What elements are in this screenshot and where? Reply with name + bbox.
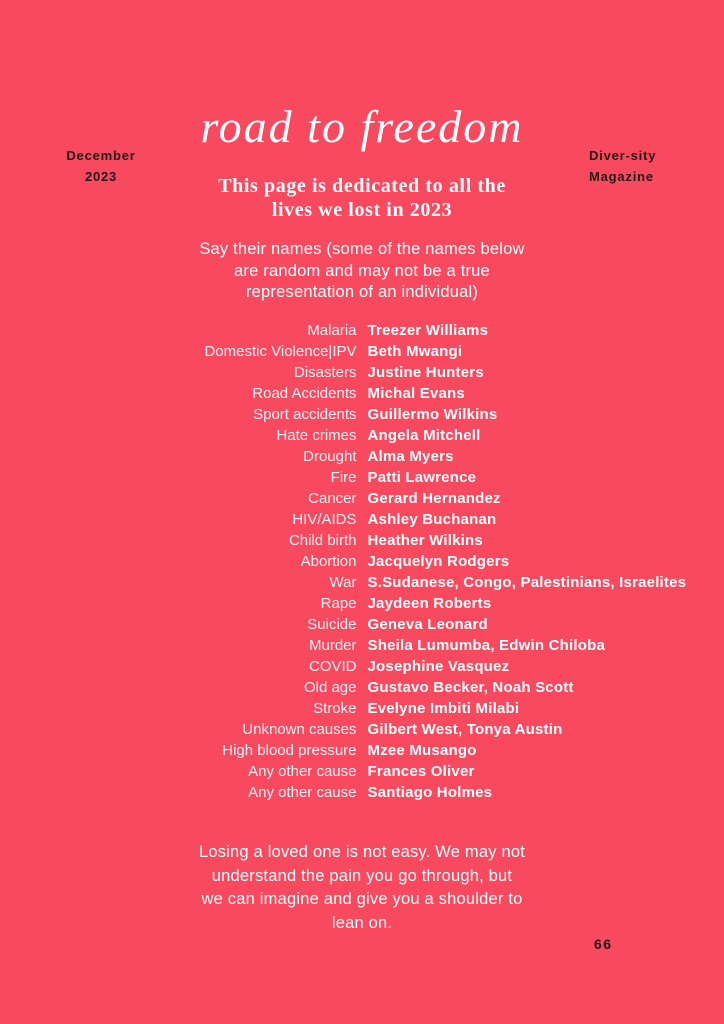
memorial-row xyxy=(0,572,724,593)
memorial-row xyxy=(0,383,724,404)
victim-names: Gerard Hernandez xyxy=(367,490,501,507)
memorial-row xyxy=(0,488,724,509)
cause-of-death-label: HIV/AIDS xyxy=(292,511,357,528)
memorial-row xyxy=(0,446,724,467)
victim-names: Guillermo Wilkins xyxy=(367,406,498,423)
closing-paragraph xyxy=(0,841,724,935)
closing-line-2: understand the pain you go through, but xyxy=(211,866,513,885)
cause-of-death-label: Disasters xyxy=(293,364,357,381)
cause-of-death-label: Murder xyxy=(308,637,357,654)
victim-names: Evelyne Imbiti Milabi xyxy=(367,700,520,717)
dedication-line-2: lives we lost in 2023 xyxy=(271,199,453,221)
magazine-name-line-2: Magazine xyxy=(589,169,654,184)
cause-of-death-label: Unknown causes xyxy=(242,721,357,738)
memorial-row xyxy=(0,740,724,761)
cause-of-death-label: Road Accidents xyxy=(252,385,357,402)
victim-names: Frances Oliver xyxy=(367,763,475,780)
victim-names: Jacquelyn Rodgers xyxy=(367,553,510,570)
issue-date-month: December xyxy=(66,148,136,163)
intro-line-3: representation of an individual) xyxy=(245,283,479,301)
memorial-row xyxy=(0,593,724,614)
victim-names: Gilbert West, Tonya Austin xyxy=(367,721,563,738)
closing-line-4: lean on. xyxy=(331,913,393,932)
cause-of-death-label: Any other cause xyxy=(248,784,357,801)
memorial-row xyxy=(0,509,724,530)
victim-names: Santiago Holmes xyxy=(367,784,493,801)
cause-of-death-label: Suicide xyxy=(307,616,357,633)
cause-of-death-label: Fire xyxy=(330,469,357,486)
victim-names: Geneva Leonard xyxy=(367,616,488,633)
cause-of-death-label: Sport accidents xyxy=(253,406,357,423)
victim-names: Patti Lawrence xyxy=(367,469,477,486)
victim-names: Ashley Buchanan xyxy=(367,511,497,528)
memorial-row xyxy=(0,320,724,341)
closing-line-3: we can imagine and give you a shoulder to xyxy=(201,890,523,908)
memorial-row xyxy=(0,614,724,635)
cause-of-death-label: Hate crimes xyxy=(276,427,357,444)
intro-paragraph xyxy=(0,239,724,304)
memorial-row xyxy=(0,425,724,446)
victim-names: Josephine Vasquez xyxy=(367,658,510,675)
memorial-row xyxy=(0,698,724,719)
memorial-row xyxy=(0,404,724,425)
closing-line-1: Losing a loved one is not easy. We may not xyxy=(198,843,526,861)
victim-names: Justine Hunters xyxy=(367,364,484,381)
cause-of-death-label: Abortion xyxy=(300,553,357,570)
memorial-row xyxy=(0,530,724,551)
cause-of-death-label: Domestic Violence|IPV xyxy=(204,343,357,360)
intro-line-1: Say their names (some of the names below xyxy=(199,240,525,258)
memorial-row xyxy=(0,467,724,488)
page-title: road to freedom xyxy=(200,101,524,152)
victim-names: S.Sudanese, Congo, Palestinians, Israelites xyxy=(367,574,687,591)
victim-names: Mzee Musango xyxy=(367,742,477,759)
memorial-row xyxy=(0,362,724,383)
victim-names: Jaydeen Roberts xyxy=(367,595,492,612)
victim-names: Michal Evans xyxy=(367,385,465,402)
intro-line-2: are random and may not be a true xyxy=(234,261,490,280)
cause-of-death-label: Old age xyxy=(303,679,357,696)
memorial-row xyxy=(0,782,724,803)
memorial-row xyxy=(0,656,724,677)
cause-of-death-label: COVID xyxy=(308,658,357,675)
victim-names: Heather Wilkins xyxy=(367,532,483,549)
cause-of-death-label: Drought xyxy=(303,448,357,465)
cause-of-death-label: High blood pressure xyxy=(222,742,357,759)
memorial-row xyxy=(0,341,724,362)
memorial-list xyxy=(0,320,724,803)
victim-names: Sheila Lumumba, Edwin Chiloba xyxy=(367,637,605,654)
memorial-row xyxy=(0,635,724,656)
cause-of-death-label: Malaria xyxy=(307,322,357,339)
cause-of-death-label: Any other cause xyxy=(248,763,357,780)
cause-of-death-label: Stroke xyxy=(313,700,357,717)
victim-names: Angela Mitchell xyxy=(367,427,481,444)
dedication-line-1: This page is dedicated to all the xyxy=(218,175,506,197)
memorial-row xyxy=(0,761,724,782)
magazine-name-line-1: Diver-sity xyxy=(589,148,657,163)
victim-names: Beth Mwangi xyxy=(367,343,463,360)
cause-of-death-label: Rape xyxy=(320,595,357,612)
cause-of-death-label: Cancer xyxy=(308,490,357,507)
issue-date-year: 2023 xyxy=(84,169,118,184)
victim-names: Treezer Williams xyxy=(367,322,489,339)
victim-names: Gustavo Becker, Noah Scott xyxy=(367,679,574,696)
memorial-row xyxy=(0,719,724,740)
victim-names: Alma Myers xyxy=(367,448,454,465)
magazine-name xyxy=(589,145,656,187)
cause-of-death-label: War xyxy=(329,574,357,591)
memorial-row xyxy=(0,677,724,698)
cause-of-death-label: Child birth xyxy=(288,532,357,549)
page-number: 66 xyxy=(594,936,613,952)
memorial-row xyxy=(0,551,724,572)
